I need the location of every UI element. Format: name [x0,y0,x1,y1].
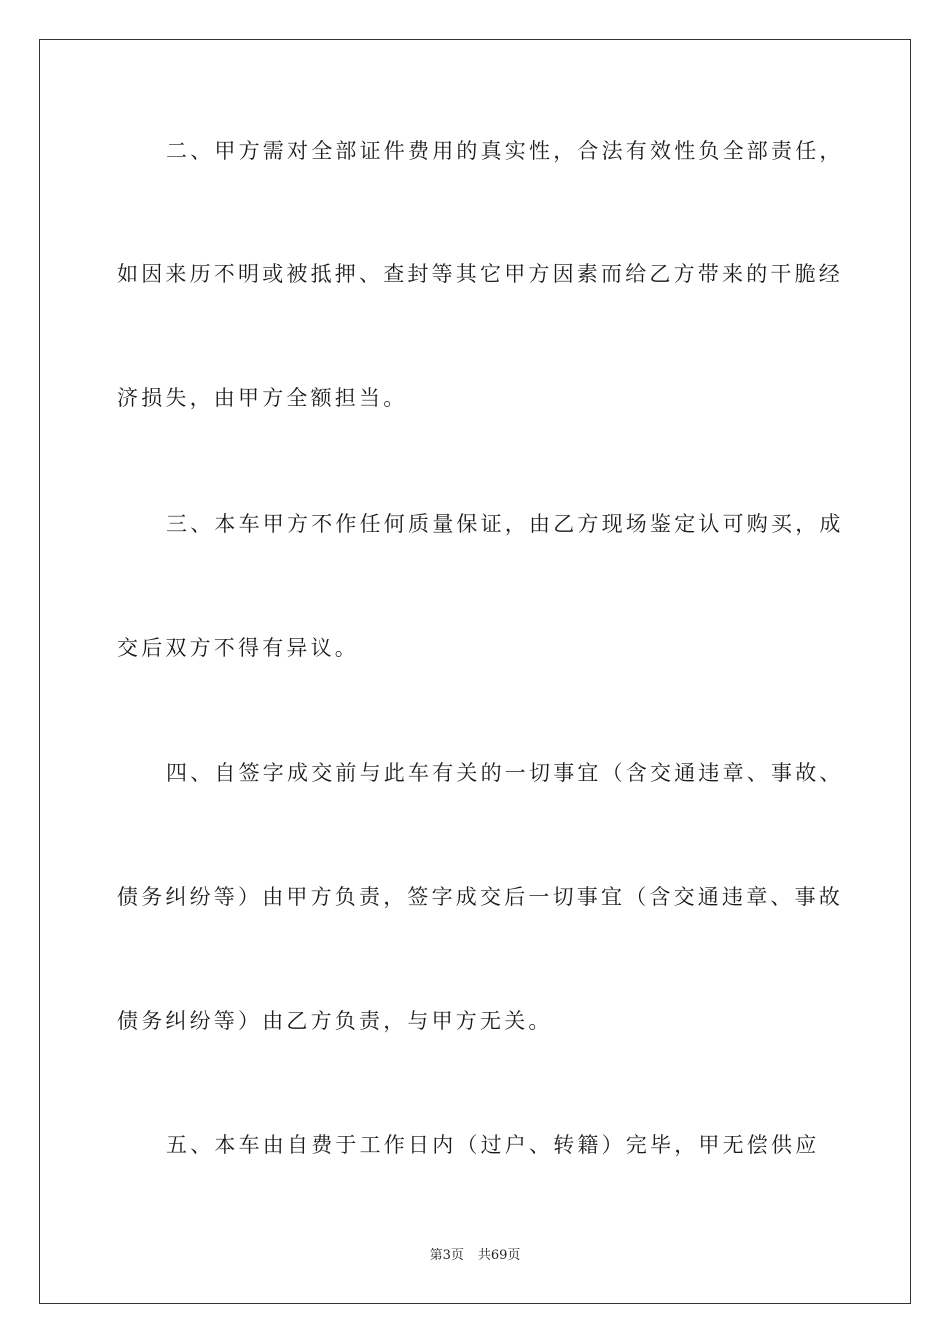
clause-5-line-1: 五、本车由自费于工作日内（过户、转籍）完毕，甲无偿供应 [166,1133,820,1157]
clause-2-line-1: 二、甲方需对全部证件费用的真实性，合法有效性负全部责任， [166,139,844,163]
clause-3-line-2: 交后双方不得有异议。 [117,636,359,660]
page-frame [39,39,911,1304]
clause-4-line-1: 四、自签字成交前与此车有关的一切事宜（含交通违章、事故、 [166,761,844,785]
clause-2-line-3: 济损失，由甲方全额担当。 [117,386,408,410]
page-number-current: 第3页 [429,1248,464,1263]
clause-2-line-2: 如因来历不明或被抵押、查封等其它甲方因素而给乙方带来的干脆经 [117,262,843,286]
clause-3-line-1: 三、本车甲方不作任何质量保证，由乙方现场鉴定认可购买，成 [166,512,844,536]
clause-4-line-2: 债务纠纷等）由甲方负责，签字成交后一切事宜（含交通违章、事故 [117,885,843,909]
page-footer [0,1247,950,1265]
clause-4-line-3: 债务纠纷等）由乙方负责，与甲方无关。 [117,1009,553,1033]
page-number-total: 共69页 [477,1248,521,1263]
